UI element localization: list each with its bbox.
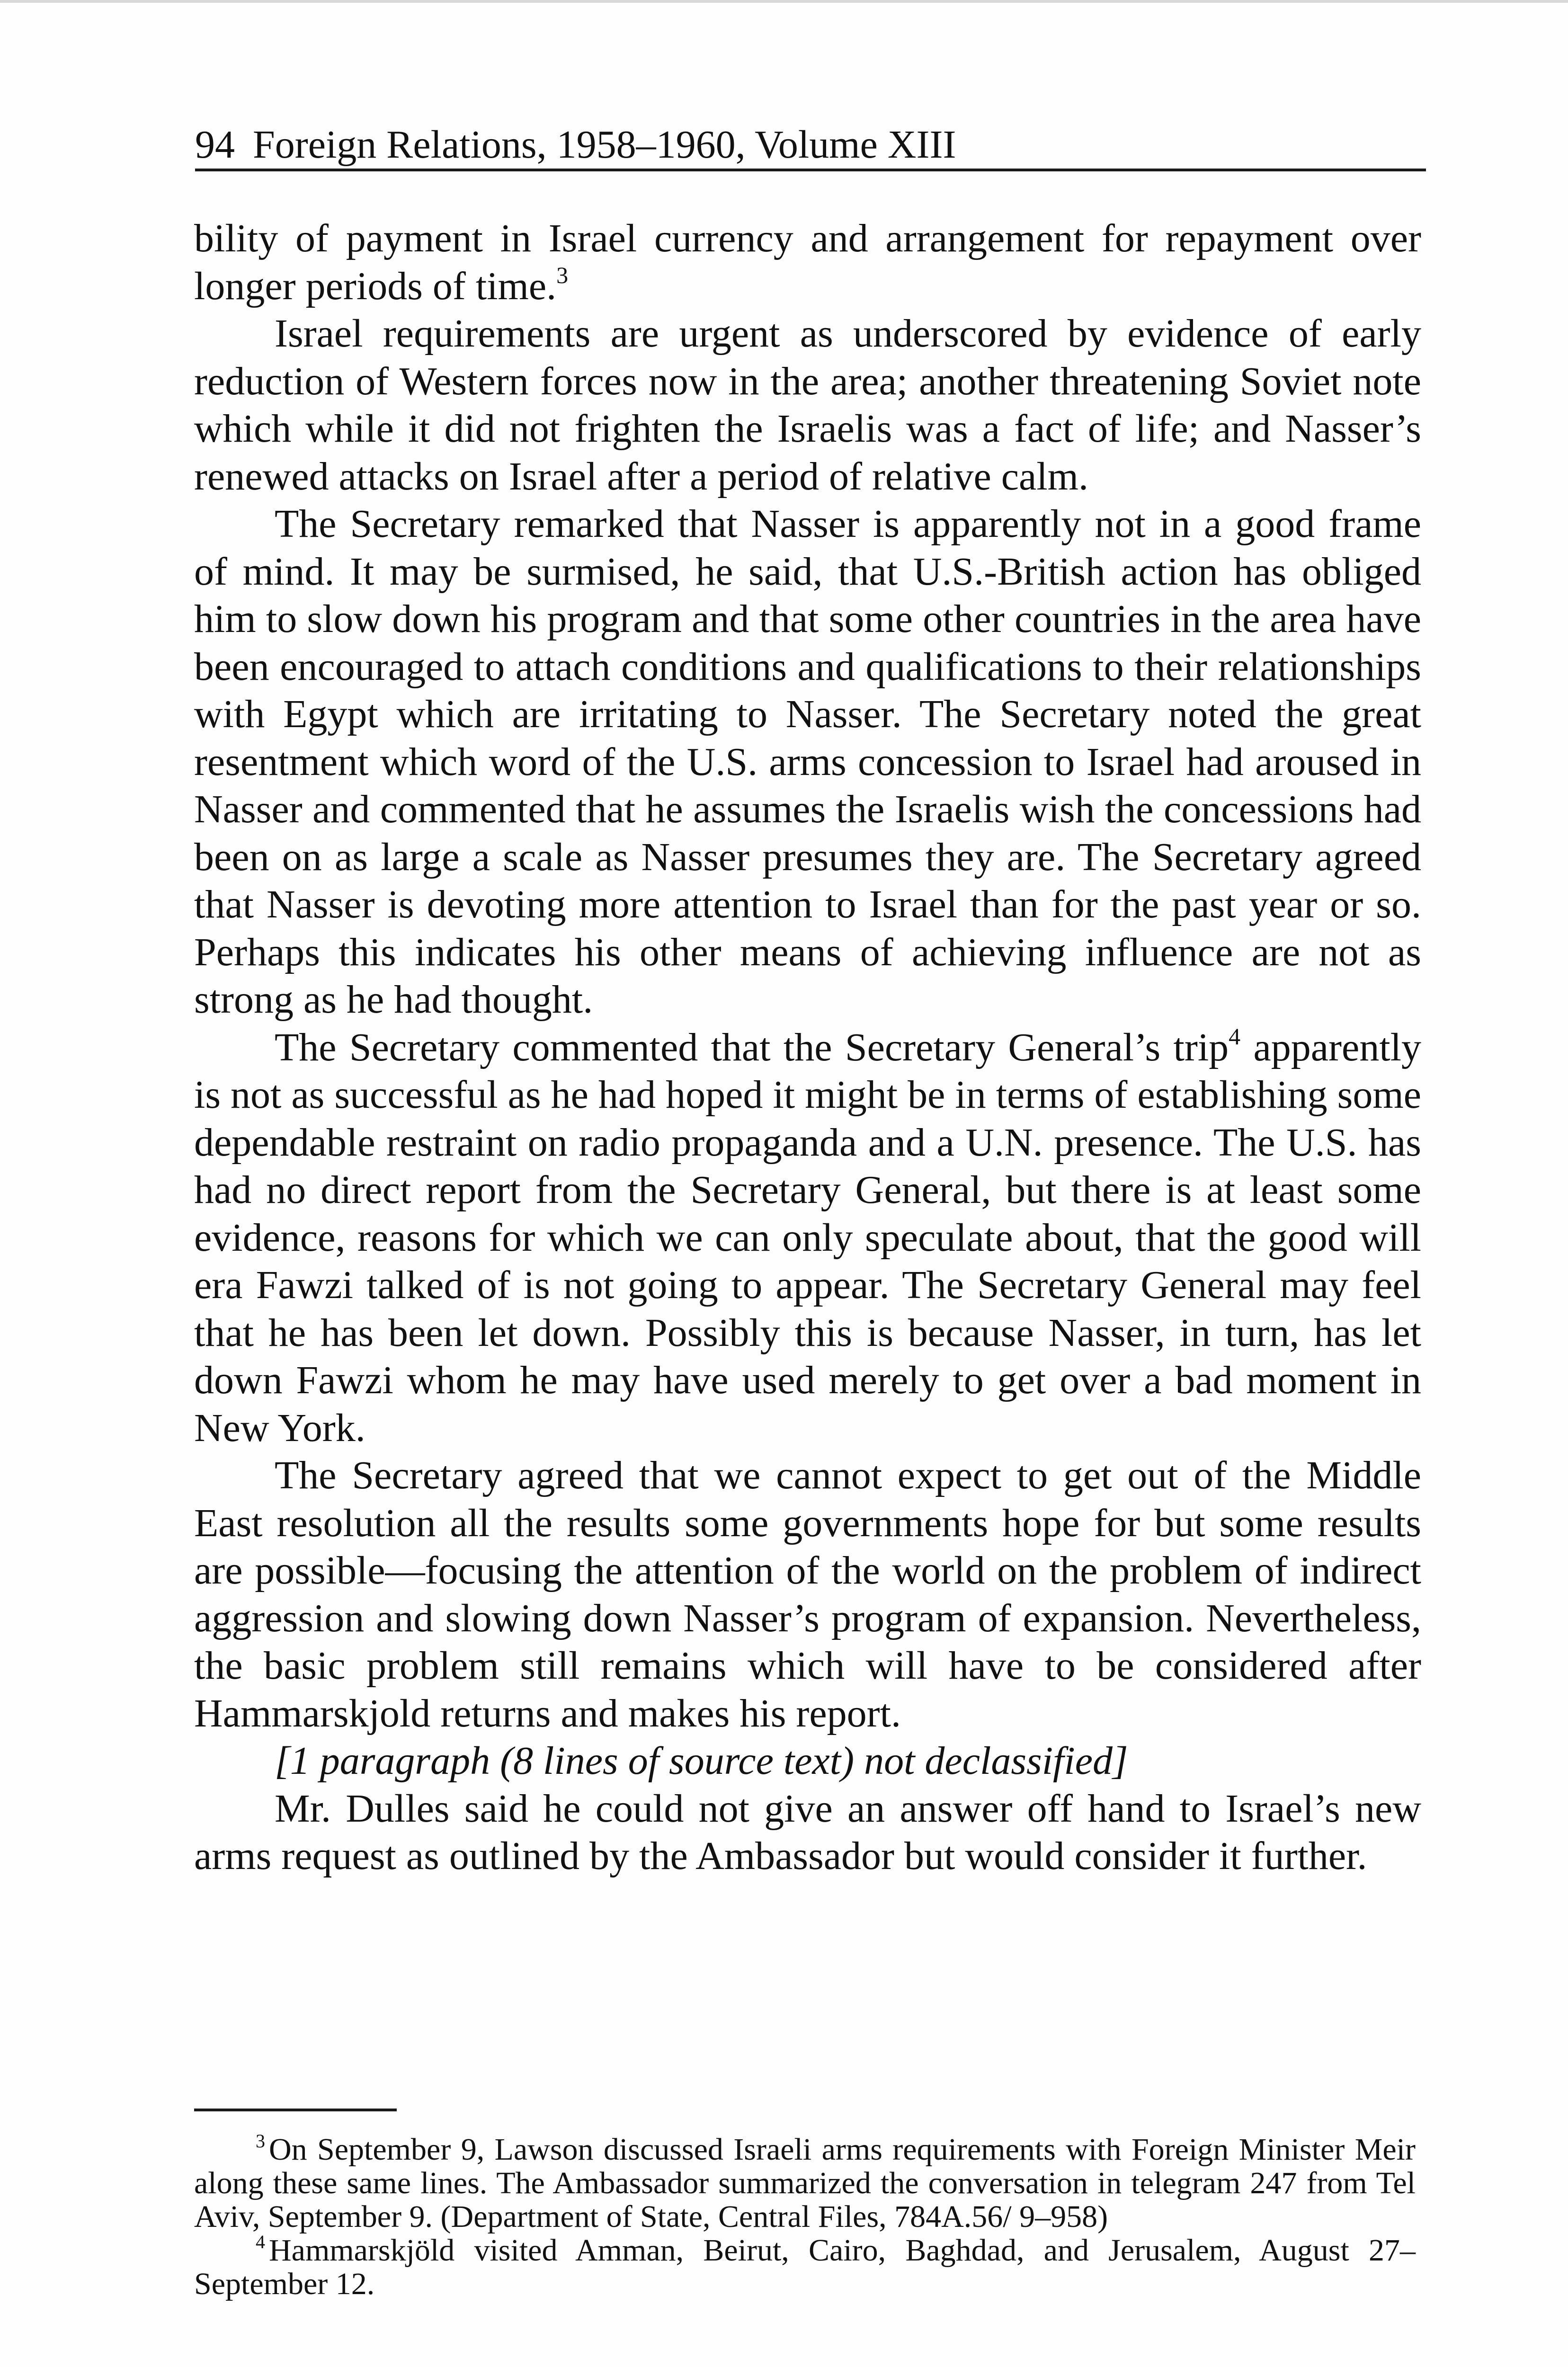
running-header — [195, 110, 1426, 171]
scan-top-edge — [0, 0, 1568, 3]
paragraph-dulles-response: Mr. Dulles said he could not give an answer off hand to Israel’s new arms request as outlined by the Ambassador but would consider it further. — [194, 1786, 1421, 1878]
footnotes — [194, 2130, 1416, 2301]
footnote-ref-3: 3 — [556, 261, 569, 288]
running-title: Foreign Relations, 1958–1960, Volume XIII — [253, 123, 956, 167]
paragraph-secretary-general-trip: The Secretary commented that the Secretary General’s trip$^4$ apparently is not as successful as he had hoped it might be in terms of establishing some dependable restraint on radio propaganda and a U.N. presence. The U.S. has had no direct report from the Secretary General, but there is at least some evidence, reasons for which we can only speculate about, that the good will era Fawzi talked of is not going to appear. The Secretary General may feel that he has been let down. Possibly this is because Nasser, in turn, has let down Fawzi whom he may have used merely to get over a bad moment in New York. — [194, 1023, 1421, 1450]
header-rule — [195, 169, 1426, 171]
footnote-mark: 4 — [256, 2231, 265, 2252]
footnote-3: $^3$ On September 9, Lawson discussed Israeli arms requirements with Foreign Minister Meir along these same lines. The Ambassador summarized the conversation in telegram 247 from Tel Aviv, September 9. (Department of State, Central Files, 784A.56/ 9–958) — [194, 2130, 1416, 2234]
footnote-mark: 3 — [256, 2130, 265, 2152]
paragraph-middle-east-resolution: The Secretary agreed that we cannot expect to get out of the Middle East resolution all the results some governments hope for but some results are possible—focusing the attention of the world on the problem of indirect aggression and slowing down Nasser’s program of expansion. Nevertheless, the basic problem still remains which will have to be considered after Hammarskjold returns and makes his report. — [194, 1453, 1421, 1735]
footnote-4: $^4$ Hammarskjöld visited Amman, Beirut, Cairo, Baghdad, and Jerusalem, August 27–September 12. — [194, 2231, 1416, 2301]
header-text — [195, 125, 956, 165]
paragraph-continued: bility of payment in Israel currency and arrangement for repayment over longer periods of time.$^3$ — [194, 216, 1421, 308]
body-text — [194, 215, 1421, 1880]
footnote-rule — [194, 2109, 397, 2111]
footnote-ref-4: 4 — [1229, 1023, 1241, 1050]
paragraph-not-declassified: [1 paragraph (8 lines of source text) not declassified] — [275, 1739, 1128, 1783]
page-number: 94 — [195, 123, 235, 167]
paragraph-nasser-frame-of-mind: The Secretary remarked that Nasser is apparently not in a good frame of mind. It may be surmised, he said, that U.S.-British action has obliged him to slow down his program and that some other countries in the area have been encouraged to attach conditions and qualifications to their relationships with Egypt which are irritating to Nasser. The Secretary noted the great resentment which word of the U.S. arms concession to Israel had aroused in Nasser and commented that he assumes the Israelis wish the concessions had been on as large a scale as Nasser presumes they are. The Secretary agreed that Nasser is devoting more attention to Israel than for the past year or so. Perhaps this indicates his other means of achieving influence are not as strong as he had thought. — [194, 502, 1421, 1022]
paragraph-israel-requirements: Israel requirements are urgent as underscored by evidence of early reduction of Western forces now in the area; another threatening Soviet note which while it did not frighten the Israelis was a fact of life; and Nasser’s renewed attacks on Israel after a period of relative calm. — [194, 311, 1421, 498]
